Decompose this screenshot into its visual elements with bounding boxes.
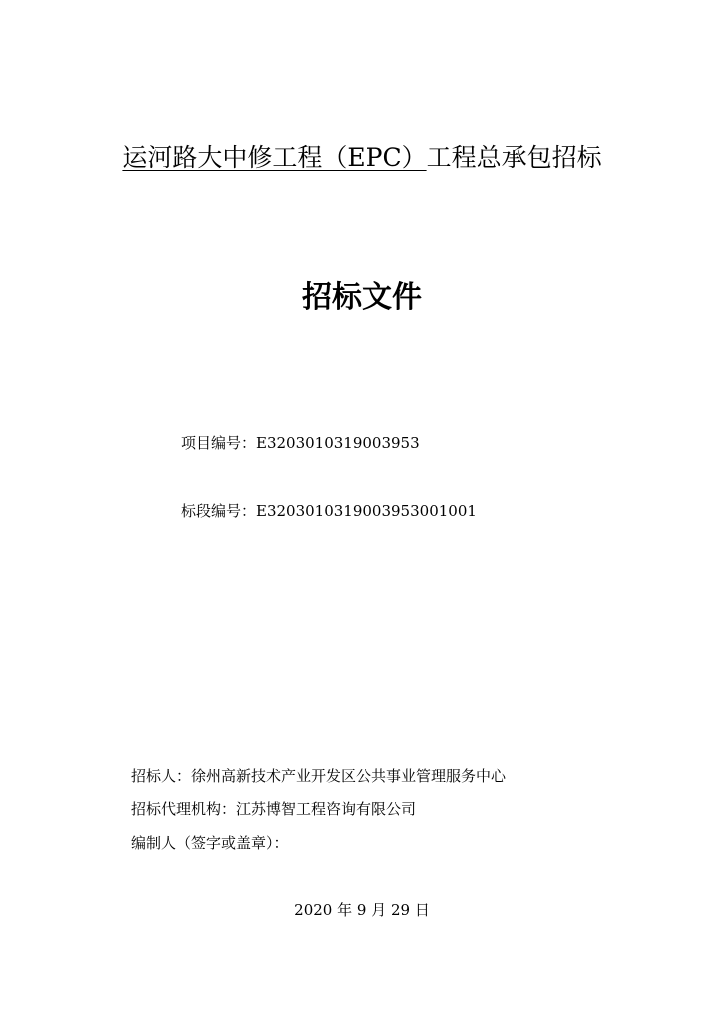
agency-line: 招标代理机构：江苏博智工程咨询有限公司	[131, 800, 417, 818]
tenderer-line: 招标人：徐州高新技术产业开发区公共事业管理服务中心	[131, 767, 507, 785]
issue-date: 2020 年 9 月 29 日	[294, 901, 430, 919]
project-title-rest: 工程总承包招标	[426, 143, 602, 172]
section-number: 标段编号：E3203010319003953001001	[181, 502, 477, 520]
project-number: 项目编号：E3203010319003953	[181, 434, 420, 452]
document-title: 招标文件	[302, 280, 422, 315]
project-title-underlined: 运河路大中修工程（EPC）	[122, 143, 427, 172]
project-title	[0, 140, 724, 176]
preparer-line: 编制人（签字或盖章）：	[131, 834, 289, 852]
